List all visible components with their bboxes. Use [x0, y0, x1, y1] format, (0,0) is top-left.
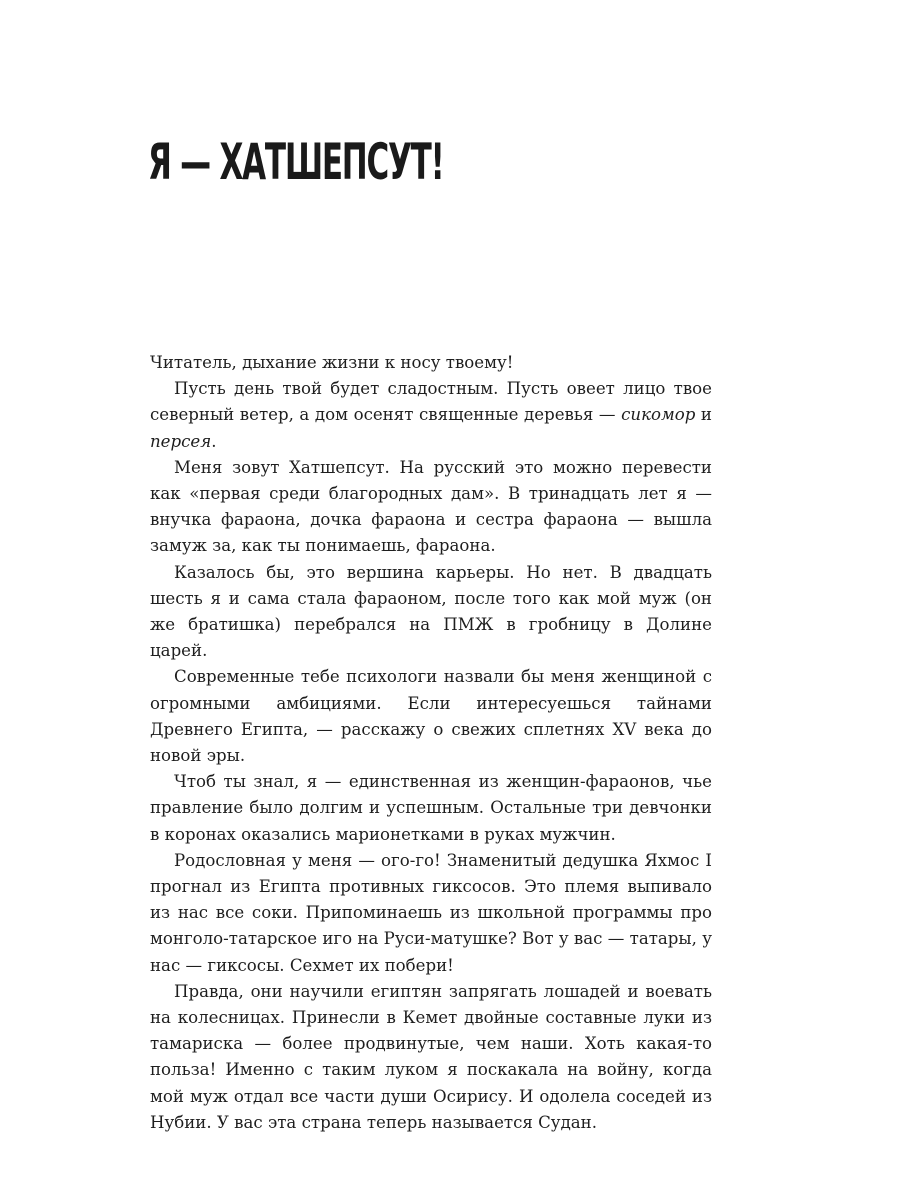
chapter-body [150, 350, 712, 1136]
paragraph-2 [150, 376, 712, 455]
paragraph-2-text: Пусть день твой будет сладостным. Пусть овеет лицо твое северный ветер, а дом осенят священные деревья — [150, 379, 712, 425]
paragraph-2-end: . [211, 431, 217, 451]
chapter-title: Я — ХАТШЕПСУТ! [148, 133, 444, 191]
italic-term-sycamore: сикомор [621, 405, 696, 425]
paragraph-6: Чтоб ты знал, я — единственная из женщин-фараонов, чье правление было долгим и успешным. Остальные три девчонки в коронах оказались марионетками в руках мужчин. [150, 772, 712, 844]
paragraph-8: Правда, они научили египтян запрягать лошадей и воевать на колесницах. Принесли в Кемет двойные составные луки из тамариска — более продвинутые, чем наши. Хоть какая-то польза! Именно с таким луком я поскакала на войну, когда мой муж отдал все части души Осирису. И одолела соседей из Нубии. У вас эта страна теперь называется Судан. [150, 981, 712, 1132]
paragraph-3: Меня зовут Хатшепсут. На русский это можно перевести как «первая среди благородных дам». В тринадцать лет я — внучка фараона, дочка фараона и сестра фараона — вышла замуж за, как ты понимаешь, фараона. [150, 457, 712, 556]
paragraph-1: Читатель, дыхание жизни к носу твоему! [150, 353, 514, 372]
paragraph-7: Родословная у меня — ого-го! Знаменитый дедушка Яхмос I прогнал из Египта противных гиксосов. Это племя выпивало из нас все соки. Припоминаешь из школьной программы про монголо-татарское иго на Руси-матушке? Вот у вас — татары, у нас — гиксосы. Сехмет их побери! [150, 850, 712, 975]
paragraph-4: Казалось бы, это вершина карьеры. Но нет. В двадцать шесть я и сама стала фараоном, после того как мой муж (он же братишка) перебрался на ПМЖ в гробницу в Долине царей. [150, 562, 712, 661]
paragraph-2-conjunction: и [695, 405, 712, 425]
paragraph-5: Современные тебе психологи назвали бы меня женщиной с огромными амбициями. Если интересуешься тайнами Древнего Египта, — расскажу о свежих сплетнях XV века до новой эры. [150, 667, 712, 766]
italic-term-persea: персея [150, 431, 212, 451]
